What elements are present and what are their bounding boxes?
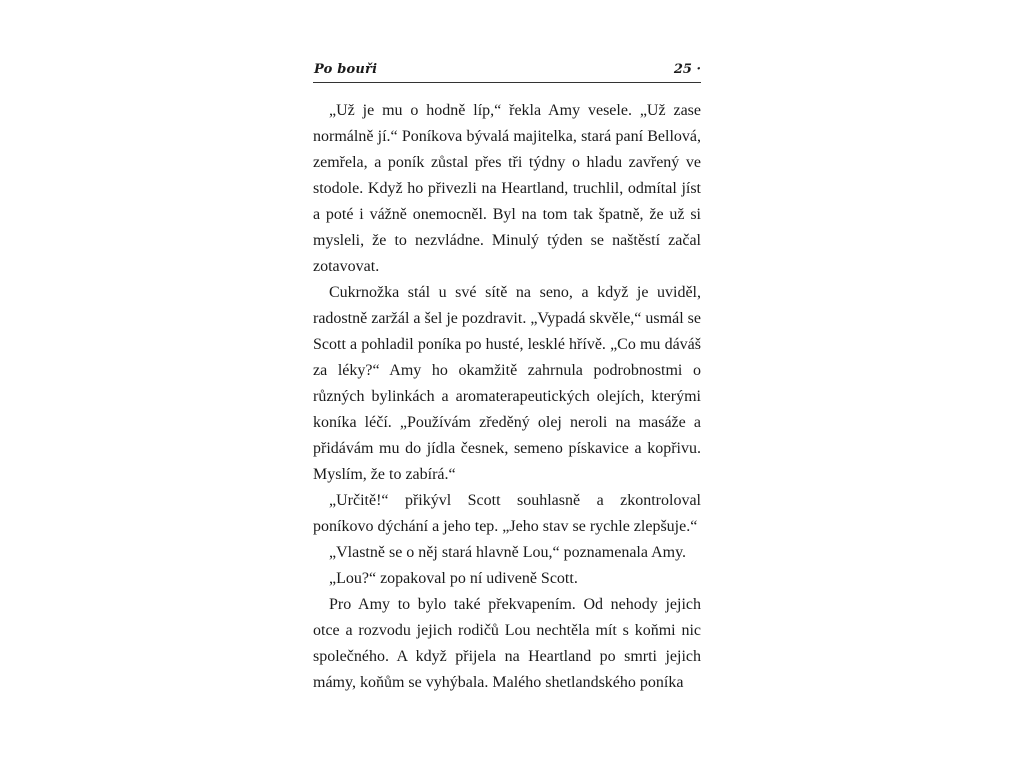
paragraph: Pro Amy to bylo také překvapením. Od nehody jejich otce a rozvodu jejich rodičů Lou nechtěla mít s koňmi nic společného. A když přijela na Heartland po smrti jejich mámy, koňům se vyhýbala. Malého shetlandského poníka [313,596,701,691]
header-rule [313,82,701,83]
page-number: 25 · [673,62,701,77]
paragraph: Cukrnožka stál u své sítě na seno, a když je uviděl, radostně zaržál a šel je pozdravit. „Vypadá skvěle,“ usmál se Scott a pohladil poníka po husté, lesklé hřívě. „Co mu dáváš za léky?“ Amy ho okamžitě zahrnula podrobnostmi o různých bylinkách a aromaterapeutických olejích, kterými koníka léčí. „Používám zředěný olej neroli na masáže a přidávám mu do jídla česnek, semeno pískavice a kopřivu. Myslím, že to zabírá.“ [313,284,701,483]
paragraph: „Lou?“ zopakoval po ní udiveně Scott. [329,570,578,587]
running-header [313,58,701,84]
body-text [313,98,701,696]
book-page [313,58,701,718]
paragraph: „Už je mu o hodně líp,“ řekla Amy vesele. „Už zase normálně jí.“ Poníkova bývalá majitelka, stará paní Bellová, zemřela, a poník zůstal přes tři týdny o hladu zavřený ve stodole. Když ho přivezli na Heartland, truchlil, odmítal jíst a poté i vážně onemocněl. Byl na tom tak špatně, že už si mysleli, že to nezvládne. Minulý týden se naštěstí začal zotavovat. [313,102,701,275]
paragraph: „Určitě!“ přikývl Scott souhlasně a zkontroloval poníkovo dýchání a jeho tep. „Jeho stav se rychle zlepšuje.“ [313,492,701,535]
chapter-title: Po bouři [314,62,378,77]
paragraph: „Vlastně se o něj stará hlavně Lou,“ poznamenala Amy. [329,544,687,561]
